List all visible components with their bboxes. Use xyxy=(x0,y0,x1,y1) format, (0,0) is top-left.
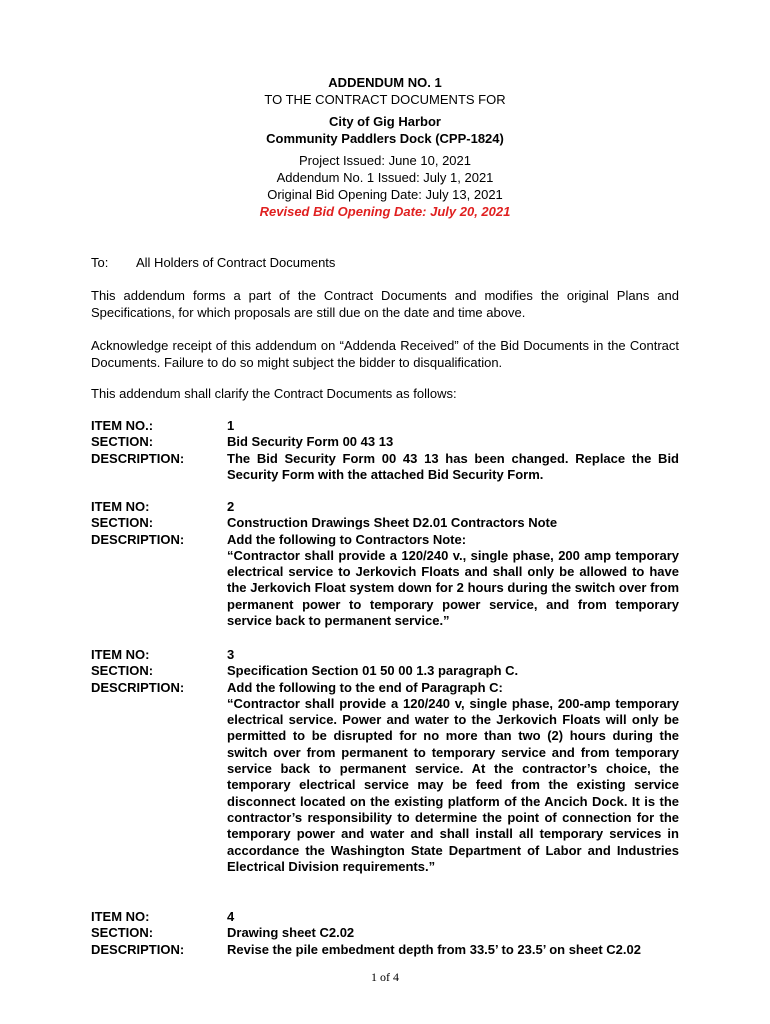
description-label: DESCRIPTION: xyxy=(91,450,185,466)
project-name: Community Paddlers Dock (CPP-1824) xyxy=(266,131,504,146)
item-description: Revise the pile embedment depth from 33.5’ to 23.5’ on sheet C2.02 xyxy=(227,941,641,957)
item-no-label: ITEM NO: xyxy=(91,647,150,662)
section-label: SECTION: xyxy=(91,434,154,450)
item-section: Construction Drawings Sheet D2.01 Contractors Note xyxy=(227,515,558,531)
item-description: The Bid Security Form 00 43 13 has been changed. Replace the Bid Security Form with the attached Bid Security Form. xyxy=(227,450,679,482)
item-section: Specification Section 01 50 00 1.3 paragraph C. xyxy=(227,663,519,679)
intro-paragraph: This addendum forms a part of the Contract Documents and modifies the original Plans and Specifications, for which proposals are still due on the date and time above. xyxy=(91,288,679,320)
city-name: City of Gig Harbor xyxy=(329,114,441,129)
item-labels xyxy=(91,499,221,548)
section-label: SECTION: xyxy=(91,515,154,531)
description-label: DESCRIPTION: xyxy=(91,679,185,695)
item-number: 4 xyxy=(227,909,235,924)
item-labels xyxy=(91,418,221,467)
addendum-title: ADDENDUM NO. 1 xyxy=(328,75,442,90)
page-number: 1 of 4 xyxy=(371,970,399,984)
description-label: DESCRIPTION: xyxy=(91,941,185,957)
section-label: SECTION: xyxy=(91,663,154,679)
description-label: DESCRIPTION: xyxy=(91,531,185,547)
revised-bid-date: Revised Bid Opening Date: July 20, 2021 xyxy=(259,204,511,219)
to-line xyxy=(91,254,335,271)
clarify-paragraph: This addendum shall clarify the Contract Documents as follows: xyxy=(91,386,457,401)
project-issued: Project Issued: June 10, 2021 xyxy=(298,153,471,168)
item-content xyxy=(227,418,679,483)
item-number: 3 xyxy=(227,647,235,662)
addendum-header xyxy=(0,74,770,220)
item-section: Drawing sheet C2.02 xyxy=(227,925,355,941)
section-label: SECTION: xyxy=(91,925,154,941)
addendum-subtitle: TO THE CONTRACT DOCUMENTS FOR xyxy=(264,92,506,107)
item-content xyxy=(227,909,679,958)
item-no-label: ITEM NO.: xyxy=(91,418,154,433)
to-value: All Holders of Contract Documents xyxy=(136,255,336,270)
item-content xyxy=(227,647,679,875)
item-description: Add the following to Contractors Note: xyxy=(227,531,467,547)
item-number: 2 xyxy=(227,499,235,514)
item-content xyxy=(227,499,679,629)
item-quote: “Contractor shall provide a 120/240 v, single phase, 200-amp temporary electrical service. Power and water to the Jerkovich Floats will only be permitted to be disrupted for no more than two (2) hours during the switch over from permanent to temporary service and from temporary service back to permanent service. At the contractor’s choice, the temporary electrical service may be feed from the existing service disconnect located on the existing platform of the Ancich Dock. It is the contractor’s responsibility to determine the point of connection for the temporary power and water and shall install all temporary services in accordance the Washington State Department of Labor and Industries Electrical Division requirements.” xyxy=(227,695,679,874)
item-quote: “Contractor shall provide a 120/240 v., single phase, 200 amp temporary electrical service to Jerkovich Floats and shall only be allowed to have the Jerkovich Float system down for 2 hours during the switch over from permanent power to temporary power service, and from temporary service back to permanent service.” xyxy=(227,547,679,629)
item-number: 1 xyxy=(227,418,235,433)
item-no-label: ITEM NO: xyxy=(91,499,150,514)
item-no-label: ITEM NO: xyxy=(91,909,150,924)
item-labels xyxy=(91,647,221,696)
original-bid-date: Original Bid Opening Date: July 13, 2021 xyxy=(267,187,503,202)
to-label: To: xyxy=(91,255,109,270)
item-description: Add the following to the end of Paragraph C: xyxy=(227,679,503,695)
acknowledge-paragraph: Acknowledge receipt of this addendum on “Addenda Received” of the Bid Documents in the Contract Documents. Failure to do so might subject the bidder to disqualification. xyxy=(91,338,679,370)
item-labels xyxy=(91,909,221,958)
addendum-issued: Addendum No. 1 Issued: July 1, 2021 xyxy=(276,170,494,185)
item-section: Bid Security Form 00 43 13 xyxy=(227,434,394,450)
